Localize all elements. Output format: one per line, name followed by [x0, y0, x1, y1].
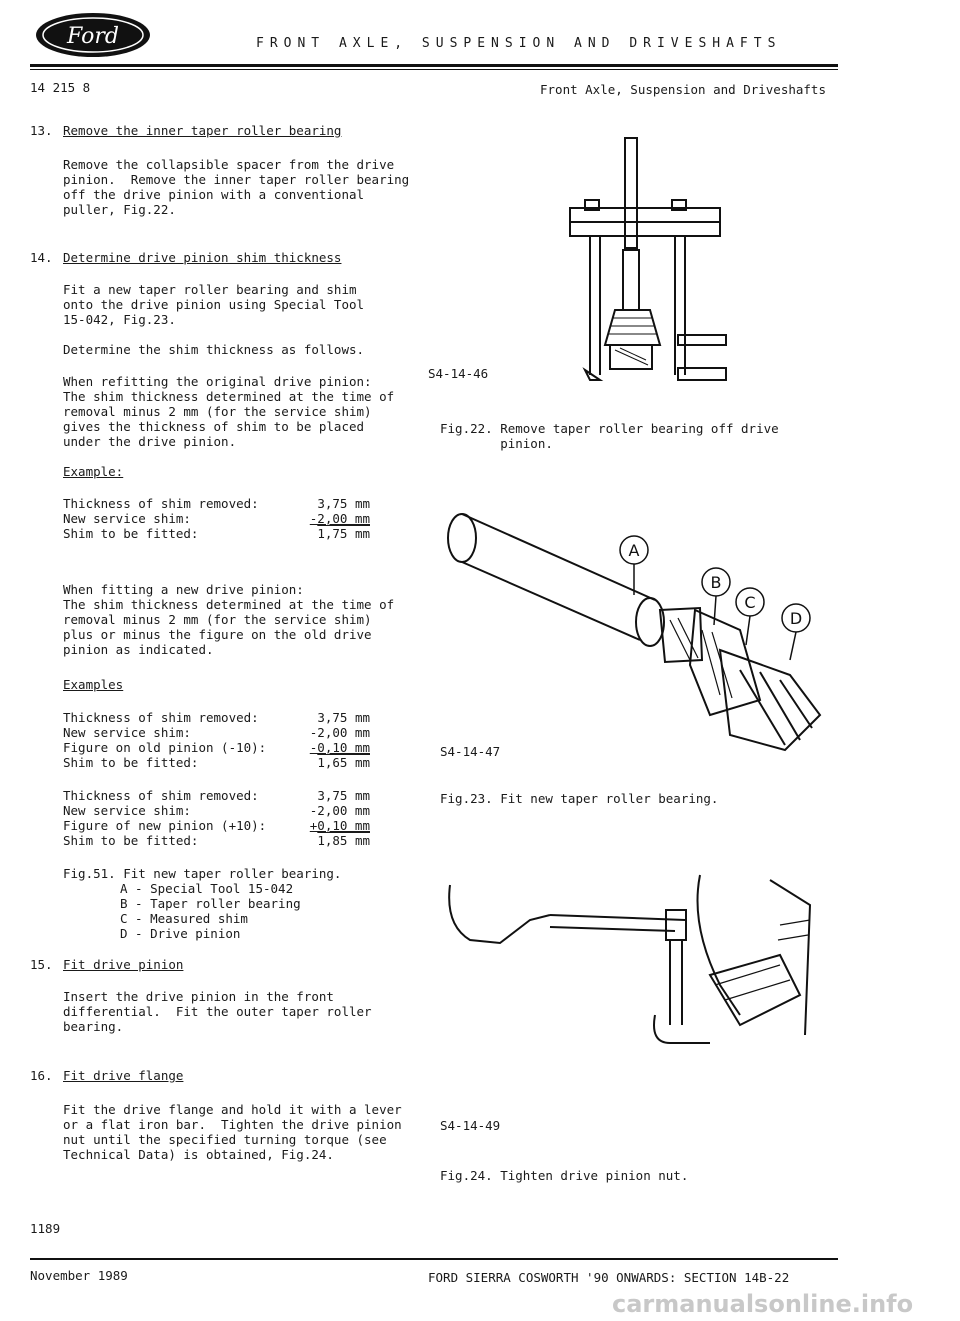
step-title: Fit drive flange [63, 1068, 184, 1083]
fig23-ref: S4-14-47 [440, 744, 501, 759]
fig24-caption: Fig.24. Tighten drive pinion nut. [440, 1168, 689, 1183]
example-value: -2,00 mm [309, 511, 370, 526]
special-tool-bearing-icon [440, 500, 830, 765]
fig23-illustration [440, 500, 830, 765]
footer-rule [30, 1258, 838, 1260]
fig51-item: A - Special Tool 15-042 [120, 881, 294, 896]
example-label: Shim to be fitted: [63, 833, 199, 848]
header-rule [30, 64, 838, 67]
step-number: 14. [30, 250, 53, 265]
fig23-label-c: C [744, 593, 756, 612]
step-body-2: Determine the shim thickness as follows. [63, 342, 365, 357]
section-title: Front Axle, Suspension and Driveshafts [540, 82, 826, 97]
step-number: 15. [30, 957, 53, 972]
example-label: New service shim: [63, 511, 191, 526]
example-label: Thickness of shim removed: [63, 496, 259, 511]
example-value: 1,85 mm [317, 833, 370, 848]
footer-date: November 1989 [30, 1268, 128, 1283]
example-value: -0,10 mm [309, 740, 370, 755]
example-value: 3,75 mm [317, 710, 370, 725]
watermark: carmanualsonline.info [612, 1290, 914, 1318]
fig51-caption: Fig.51. Fit new taper roller bearing. [63, 866, 342, 881]
example-heading: Example: [63, 464, 124, 479]
fig22-ref: S4-14-46 [428, 366, 489, 381]
step-title: Remove the inner taper roller bearing [63, 123, 342, 138]
step-body: Insert the drive pinion in the front differential. Fit the outer taper roller bearing. [63, 989, 372, 1034]
example-value: -2,00 mm [309, 803, 370, 818]
fig23-caption: Fig.23. Fit new taper roller bearing. [440, 791, 719, 806]
footer-publication: FORD SIERRA COSWORTH '90 ONWARDS: SECTION 14B-22 [428, 1270, 790, 1285]
fig24-illustration [440, 865, 820, 1045]
example-value: +0,10 mm [309, 818, 370, 833]
example-value: -2,00 mm [309, 725, 370, 740]
step-body: Fit a new taper roller bearing and shim onto the drive pinion using Special Tool 15-042, Fig.23. [63, 282, 365, 327]
torque-wrench-icon [440, 865, 820, 1045]
example-label: New service shim: [63, 725, 191, 740]
example-label: Thickness of shim removed: [63, 710, 259, 725]
running-title: FRONT AXLE, SUSPENSION AND DRIVESHAFTS [256, 36, 782, 51]
step-body-3: When refitting the original drive pinion: The shim thickness determined at the time of removal minus 2 mm (for the service shim) gives the thickness of shim to be placed under the drive pinion. [63, 374, 395, 449]
step-number: 16. [30, 1068, 53, 1083]
fig22-caption: Fig.22. Remove taper roller bearing off drive pinion. [440, 421, 779, 451]
fig51-item: C - Measured shim [120, 911, 248, 926]
example-label: Thickness of shim removed: [63, 788, 259, 803]
example-value: 1,65 mm [317, 755, 370, 770]
example-label: Shim to be fitted: [63, 526, 199, 541]
example-label: Figure on old pinion (-10): [63, 740, 267, 755]
ford-oval-icon [33, 10, 153, 60]
fig51-item: D - Drive pinion [120, 926, 241, 941]
example-value: 3,75 mm [317, 788, 370, 803]
example-label: Shim to be fitted: [63, 755, 199, 770]
new-pinion-text: When fitting a new drive pinion: The shim thickness determined at the time of removal minus 2 mm (for the service shim) plus or minus the figure on the old drive pinion as indicated. [63, 582, 395, 657]
example-label: New service shim: [63, 803, 191, 818]
fig23-label-a: A [628, 541, 640, 560]
step-body: Fit the drive flange and hold it with a lever or a flat iron bar. Tighten the drive pinion nut until the specified turning torque (see Technical Data) is obtained, Fig.24. [63, 1102, 402, 1162]
fig24-ref: S4-14-49 [440, 1118, 501, 1133]
doc-number: 14 215 8 [30, 80, 91, 95]
example-label: Figure of new pinion (+10): [63, 818, 267, 833]
example-value: 3,75 mm [317, 496, 370, 511]
example-value: 1,75 mm [317, 526, 370, 541]
examples-heading: Examples [63, 677, 124, 692]
step-body: Remove the collapsible spacer from the drive pinion. Remove the inner taper roller bearing off the drive pinion with a conventional puller, Fig.22. [63, 157, 410, 217]
page-number: 1189 [30, 1221, 61, 1236]
fig22-illustration [560, 130, 735, 390]
step-title: Determine drive pinion shim thickness [63, 250, 342, 265]
ford-logo [33, 10, 153, 60]
step-title: Fit drive pinion [63, 957, 184, 972]
logo-text: Ford [67, 24, 119, 49]
step-number: 13. [30, 123, 53, 138]
fig51-item: B - Taper roller bearing [120, 896, 301, 911]
fig23-label-d: D [789, 609, 803, 628]
fig23-label-b: B [710, 573, 722, 592]
header-rule-thin [30, 69, 838, 70]
bearing-puller-icon [560, 130, 735, 390]
